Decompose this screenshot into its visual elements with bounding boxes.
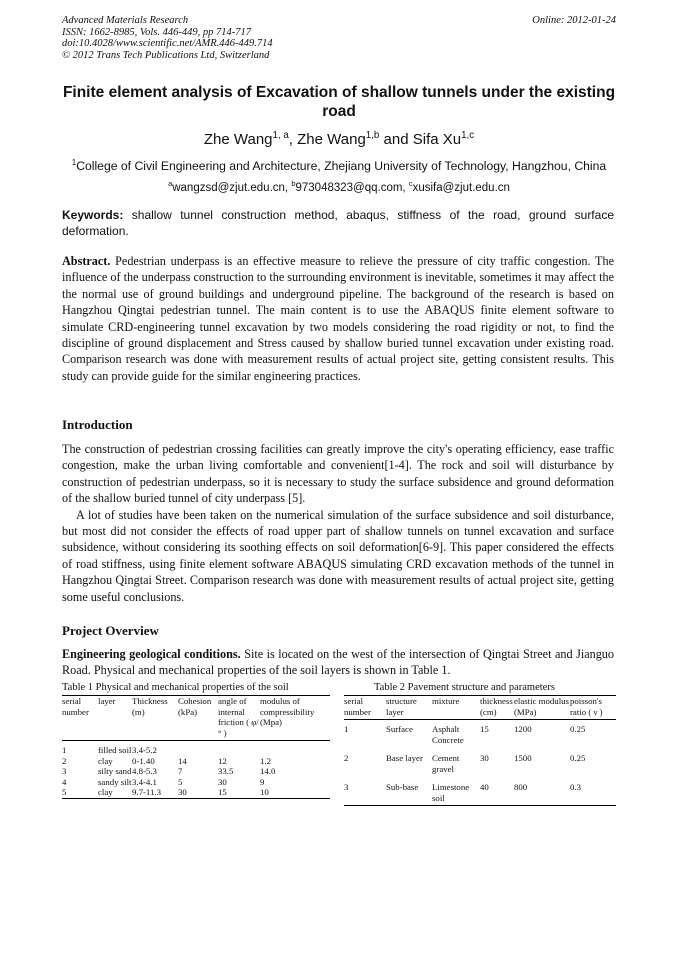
abstract-label: Abstract. bbox=[62, 254, 111, 268]
table-cell: 5 bbox=[178, 776, 183, 787]
author-conjunction: and bbox=[383, 131, 409, 148]
table-cell: 800 bbox=[514, 782, 528, 792]
table-cell: 10 bbox=[260, 787, 269, 797]
column-header: angle of internal friction ( φ/° ) bbox=[218, 696, 259, 738]
column-header: thickness (cm) bbox=[480, 696, 513, 717]
author-superscript: 1,b bbox=[365, 130, 380, 141]
table-cell: Limestone soil bbox=[432, 782, 470, 803]
journal-name: Advanced Materials Research bbox=[62, 15, 189, 26]
table-row bbox=[62, 777, 330, 788]
table-cell: 0.25 bbox=[570, 753, 586, 763]
copyright-line: © 2012 Trans Tech Publications Ltd, Switzerland bbox=[62, 49, 270, 61]
table-cell: 2 bbox=[62, 755, 67, 766]
email-link[interactable]: xusifa@zjut.edu.cn bbox=[412, 182, 510, 194]
table-row bbox=[344, 720, 616, 754]
paragraph: A lot of studies have been taken on the numerical simulation of the surface subsidence and soil disturbance, but most did not consider the effects of road upper part of shallow tunnels on tunnel excavation and surface subsidence, without considering its soothing effects on soil deformation[6-9]. This paper considered the effects of road stiffness, using finite element software ABAQUS simulating CRD excavation methods of the tunnel in Hangzhou Qingtai Street. Comparison research was done with measurement results of actual project site, getting some useful conclusions. bbox=[62, 507, 614, 604]
introduction-body bbox=[62, 441, 614, 605]
table-cell: 3.4-5.2 bbox=[132, 745, 157, 755]
table-cell: 4.8-5.3 bbox=[132, 766, 157, 776]
paper-title: Finite element analysis of Excavation of shallow tunnels under the existing road bbox=[62, 84, 616, 120]
table-cell: 0.3 bbox=[570, 782, 581, 792]
table-cell: 1.2 bbox=[260, 755, 271, 766]
column-header: modulus of compressibility (Mpa) bbox=[260, 696, 315, 727]
author-list: Zhe Wang$^{1, a}$, Zhe Wang$^{1,b}$ and Sifa Xu$^{1,c}$ bbox=[203, 130, 475, 148]
author-name: Zhe Wang bbox=[203, 131, 273, 148]
column-header: elastic modulus (MPa) bbox=[514, 696, 569, 717]
table-cell: Cement gravel bbox=[432, 753, 460, 774]
project-overview-body bbox=[62, 646, 614, 679]
table-cell: Sub-base bbox=[386, 782, 419, 792]
table-cell bbox=[260, 741, 330, 756]
paragraph: Site is located on the west of the intersection of Qingtai Street and Jianguo Road. Physical and mechanical properties of the soil layers is shown in Table 1. bbox=[62, 647, 614, 678]
affiliation-block bbox=[62, 155, 616, 199]
table-cell bbox=[218, 741, 260, 756]
table-row bbox=[344, 753, 616, 782]
issn-line: ISSN: 1662-8985, Vols. 446-449, pp 714-717 bbox=[62, 26, 251, 38]
table2-pavement-parameters bbox=[344, 695, 616, 806]
table-cell: clay bbox=[98, 755, 113, 766]
column-header: serial number bbox=[62, 696, 89, 717]
section-heading-project-overview: Project Overview bbox=[62, 623, 159, 638]
table-cell: Asphalt Concrete bbox=[432, 724, 464, 745]
email-link[interactable]: wangzsd@zjut.edu.cn, bbox=[172, 182, 289, 194]
author-superscript: 1,c bbox=[461, 130, 475, 141]
table-cell: 2 bbox=[344, 753, 349, 763]
table-cell: Base layer bbox=[386, 753, 423, 763]
table-cell: 14 bbox=[178, 755, 187, 766]
keywords-text: shallow tunnel construction method, abaqus, stiffness of the road, ground surface deformation. bbox=[62, 208, 614, 238]
email-link[interactable]: 973048323@qq.com, bbox=[295, 182, 406, 194]
table-cell bbox=[178, 741, 218, 756]
table-cell: clay bbox=[98, 787, 113, 797]
table-cell: sandy silt bbox=[98, 776, 132, 787]
doi-line: doi:10.4028/www.scientific.net/AMR.446-449.714 bbox=[62, 38, 273, 50]
table-row bbox=[62, 756, 330, 767]
table1-soil-properties bbox=[62, 695, 330, 799]
section-heading-introduction: Introduction bbox=[62, 417, 133, 432]
table-cell: 30 bbox=[218, 776, 227, 787]
table-cell: 0-1.40 bbox=[132, 755, 155, 766]
table-cell: 15 bbox=[480, 724, 489, 734]
column-header: mixture bbox=[432, 696, 460, 706]
abstract-block bbox=[62, 253, 614, 384]
table-cell: 3 bbox=[62, 766, 67, 776]
table-cell: 7 bbox=[178, 766, 183, 776]
table-cell: 14.0 bbox=[260, 766, 276, 776]
table-cell: 1200 bbox=[514, 724, 532, 734]
table-cell: filled soil bbox=[98, 745, 132, 755]
table-cell: silty sand bbox=[98, 766, 132, 776]
table-cell: 33.5 bbox=[218, 766, 234, 776]
affiliation-line: $^1$College of Civil Engineering and Architecture, Zhejiang University of Technology, Hangzhou, China bbox=[71, 157, 607, 173]
table-cell: 5 bbox=[62, 787, 67, 797]
column-header: structure layer bbox=[386, 696, 417, 717]
table-cell: 12 bbox=[218, 755, 227, 766]
author-name: Sifa Xu bbox=[412, 131, 462, 148]
table-cell: 4 bbox=[62, 776, 67, 787]
keywords-block bbox=[62, 208, 614, 239]
abstract-text: Pedestrian underpass is an effective measure to relieve the pressure of city traffic congestion. The influence of the underpass construction to the surrounding environment is inevitable, sometimes it may affect the the normal use of ground buildings and underground pipeline. The background of the research is based on Hangzhou Qingtai pedestrian tunnel. The main content is to use the ABAQUS finite element software to simulate CRD-engineering tunnel excavation by two models considering the road rigidity or not, to find the discipline of ground displacement and Stress caused by shallow buried tunnel excavation under existing road. Comparison research was done with measurement results of actual project site, getting consistent results. This study can provide guide for the similar engineering practices. bbox=[62, 254, 614, 383]
table-cell: 9 bbox=[260, 776, 265, 787]
table-cell: 1 bbox=[344, 724, 349, 734]
table-cell: 1 bbox=[62, 745, 67, 755]
online-date: Online: 2012-01-24 bbox=[532, 15, 616, 26]
table-cell: 40 bbox=[480, 782, 489, 792]
table-row bbox=[62, 741, 330, 756]
subsection-lead: Engineering geological conditions. bbox=[62, 647, 241, 661]
table-header-row bbox=[62, 696, 330, 741]
table-cell: 1500 bbox=[514, 753, 532, 763]
table-row bbox=[62, 766, 330, 777]
table-cell: 0.25 bbox=[570, 724, 586, 734]
table-cell: 30 bbox=[480, 753, 489, 763]
author-superscript: 1, a bbox=[272, 130, 289, 141]
column-header: poisson's ratio ( ν ) bbox=[570, 696, 603, 717]
table-row bbox=[344, 782, 616, 806]
table-row bbox=[62, 787, 330, 798]
table-cell: 9.7-11.3 bbox=[132, 787, 161, 797]
table2-caption: Table 2 Pavement structure and parameters bbox=[374, 682, 555, 693]
table-cell: 3 bbox=[344, 782, 349, 792]
keywords-label: Keywords: bbox=[62, 208, 124, 222]
author-name: Zhe Wang bbox=[297, 131, 366, 148]
paragraph: The construction of pedestrian crossing facilities can greatly improve the city's operating efficiency, ease traffic congestion, make the urban living comfortable and convenient[1-4]. The rock and soil will disturbance by construction of pedestrian underpass, so it is necessary to study the surface subsidence and ground deformation of the shallow buried tunnel of city underpass [5]. bbox=[62, 442, 614, 506]
table-cell: Surface bbox=[386, 724, 413, 734]
column-header: Thickness (m) bbox=[132, 696, 168, 717]
table-cell: 3.4-4.1 bbox=[132, 776, 157, 787]
journal-header bbox=[62, 15, 616, 61]
column-header: layer bbox=[98, 696, 116, 706]
column-header: serial number bbox=[344, 696, 371, 717]
table1-caption: Table 1 Physical and mechanical properties of the soil bbox=[62, 682, 289, 693]
email-line: $^a$wangzsd@zjut.edu.cn, $^b$973048323@qq.com, $^c$xusifa@zjut.edu.cn bbox=[168, 179, 510, 194]
table-cell: 15 bbox=[218, 787, 227, 797]
table-header-row bbox=[344, 696, 616, 720]
column-header: Cohesion (kPa) bbox=[178, 696, 212, 717]
table-cell: 30 bbox=[178, 787, 187, 797]
